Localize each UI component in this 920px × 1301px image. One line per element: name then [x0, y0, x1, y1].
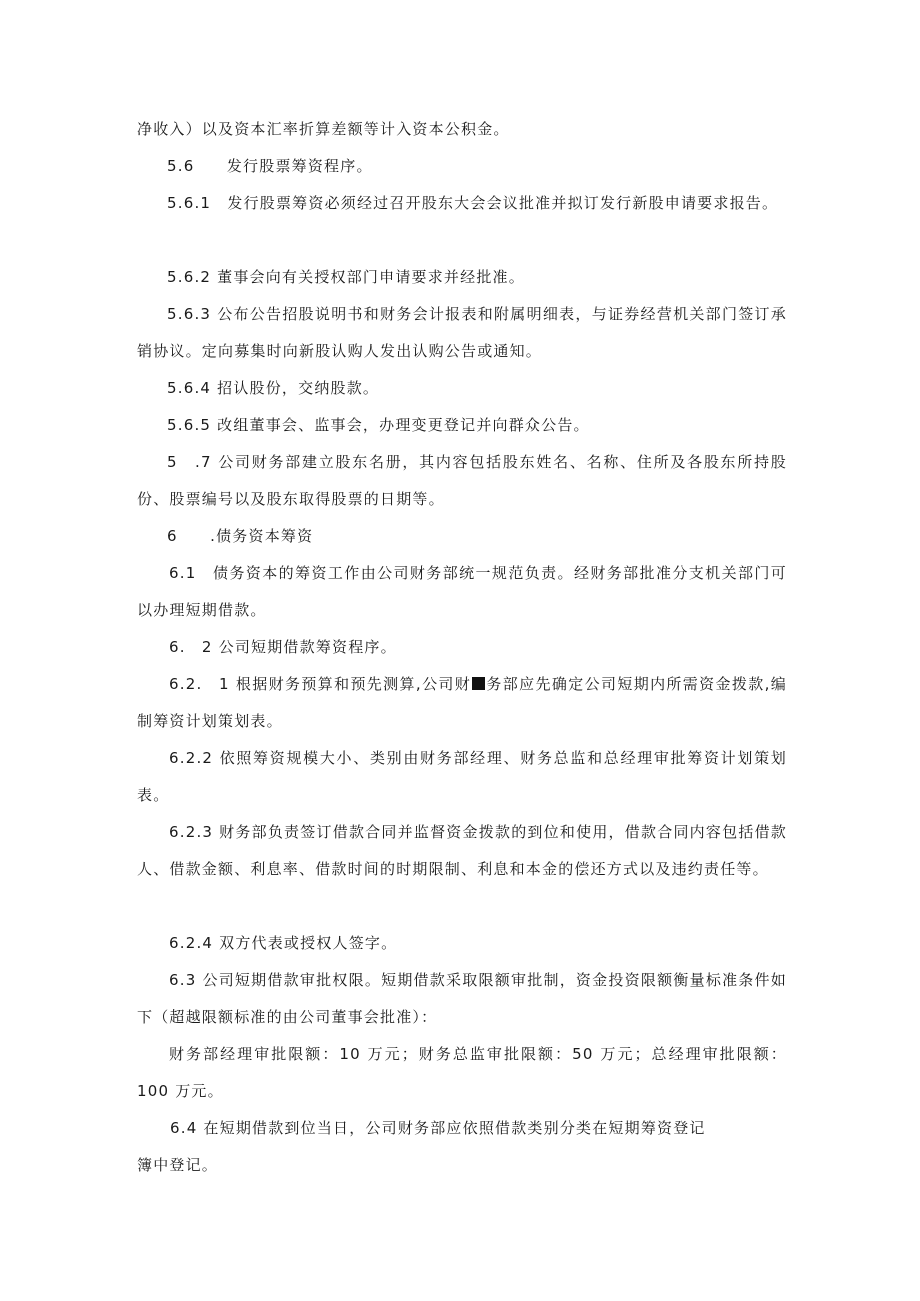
paragraph — [137, 111, 787, 148]
paragraph-text: 6.4 在短期借款到位当日，公司财务部应依照借款类别分类在短期筹资登记 — [170, 1119, 706, 1137]
paragraph-text: 6.2.3 财务部负责签订借款合同并监督资金拨款的到位和使用，借款合同内容包括借款人、借款金额、利息率、借款时间的时期限制、利息和本金的偿还方式以及违约责任等。 — [137, 823, 787, 878]
paragraph-text: 净收入）以及资本汇率折算差额等计入资本公积金。 — [137, 120, 510, 138]
paragraph-text: 财务部经理审批限额：10 万元；财务总监审批限额：50 万元；总经理审批限额：100 万元。 — [137, 1045, 787, 1100]
paragraph-5-7 — [137, 444, 787, 518]
paragraph-5-6-1 — [137, 185, 787, 222]
paragraph-6-4-line2 — [137, 1147, 787, 1184]
paragraph-6-2-3 — [137, 814, 787, 888]
paragraph-text: 6 .债务资本筹资 — [167, 527, 314, 545]
paragraph-text: 5.6.5 改组董事会、监事会，办理变更登记并向群众公告。 — [167, 416, 590, 434]
paragraph-text: 6.1 债务资本的筹资工作由公司财务部统一规范负责。经财务部批准分支机关部门可以办理短期借款。 — [137, 564, 787, 619]
paragraph-6-3 — [137, 962, 787, 1036]
paragraph-5-6 — [137, 148, 787, 185]
paragraph-5-6-3 — [137, 296, 787, 370]
paragraph-text: 5.6.2 董事会向有关授权部门申请要求并经批准。 — [167, 268, 525, 286]
paragraph-5-6-4 — [137, 370, 787, 407]
paragraph-text: 6.2.4 双方代表或授权人签字。 — [169, 934, 398, 952]
paragraph-text: 5.6.4 招认股份，交纳股款。 — [167, 379, 380, 397]
paragraph-text: 6.2. 1 根据财务预算和预先测算,公司财 — [169, 675, 472, 693]
paragraph-6 — [137, 518, 787, 555]
redaction-block — [472, 677, 485, 690]
paragraph-text: 5.6.1 发行股票筹资必须经过召开股东大会会议批准并拟订发行新股申请要求报告。 — [167, 194, 779, 212]
paragraph-text: 6.3 公司短期借款审批权限。短期借款采取限额审批制，资金投资限额衡量标准条件如下（超越限额标准的由公司董事会批准）： — [137, 971, 787, 1026]
paragraph-6-4-line1 — [170, 1110, 770, 1147]
paragraph-limits — [137, 1036, 787, 1110]
paragraph-text: 务部应先确定公司短期内所需资金拨款,编制筹资计划策划表。 — [137, 675, 787, 730]
paragraph-text: 5.6 发行股票筹资程序。 — [167, 157, 373, 175]
paragraph-5-6-5 — [137, 407, 787, 444]
paragraph-6-2 — [137, 629, 787, 666]
paragraph-6-2-1 — [137, 666, 787, 740]
paragraph-6-2-2 — [137, 740, 787, 814]
paragraph-text: 6. 2 公司短期借款筹资程序。 — [169, 638, 397, 656]
paragraph-6-1 — [137, 555, 787, 629]
paragraph-text: 簿中登记。 — [137, 1156, 219, 1174]
paragraph-text: 5.6.3 公布公告招股说明书和财务会计报表和附属明细表，与证券经营机关部门签订承销协议。定向募集时向新股认购人发出认购公告或通知。 — [137, 305, 787, 360]
paragraph-6-2-4 — [137, 925, 787, 962]
paragraph-text: 6.2.2 依照筹资规模大小、类别由财务部经理、财务总监和总经理审批筹资计划策划表。 — [137, 749, 787, 804]
paragraph-5-6-2 — [137, 259, 787, 296]
paragraph-text: 5 .7 公司财务部建立股东名册，其内容包括股东姓名、名称、住所及各股东所持股份、股票编号以及股东取得股票的日期等。 — [137, 453, 787, 508]
